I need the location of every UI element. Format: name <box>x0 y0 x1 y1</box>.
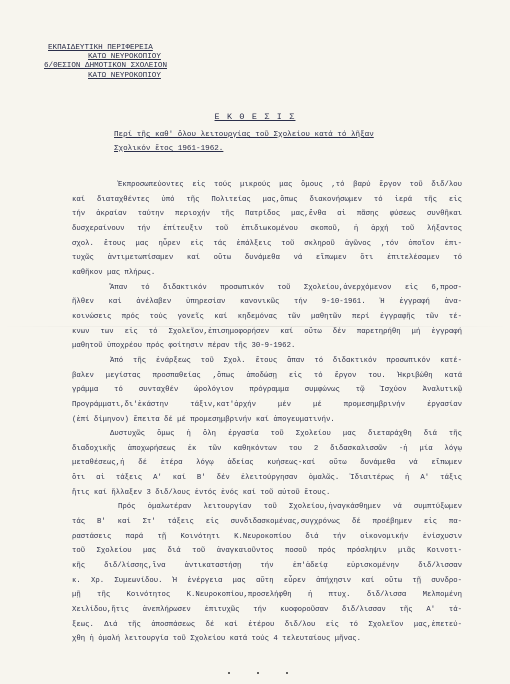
dot <box>257 672 259 674</box>
body-line: μῇ τῆς Κοινότητος Κ.Νευροκοπίου,προσελήφθη ἡ πτυχ. διδ/λισσα Μελπομένη <box>72 591 462 600</box>
body-line: κ. Χρ. Συμεωνίδου. Ἡ ἐνέργεια μας αὕτη εὗρεν ἀπήχησιν καί οὕτω τῇ συνδρο- <box>72 576 462 585</box>
body-line: μαθητοῦ ὑποχρέου πρός φοίτησιν πέραν τῆς 30-9-1962. <box>72 342 296 351</box>
body-line: τυχῶς ἀντιμετωπίσαμεν καί οὕτω δυνάμεθα νά εἴπωμεν ὅτι ἐπιτελέσαμεν τό <box>72 254 462 263</box>
body-line: ξεως. Διά τῆς ἀποσπάσεως δέ καί ἑτέρου διδ/λου εἰς τό Σχολεῖον μας,ἐπετεύ- <box>72 620 462 629</box>
dot <box>286 672 288 674</box>
subject-line-1: Περί τῆς καθ' ὅλου λειτουργίας τοῦ Σχολείου κατά τό λῆξαν <box>114 131 374 139</box>
letterhead-line-1: ΕΚΠΑΙΔΕΥΤΙΚΗ ΠΕΡΙΦΕΡΕΙΑ <box>48 44 153 52</box>
letterhead-line-3: 6/ΘΕΣΙΟΝ ΔΗΜΟΤΙΚΟΝ ΣΧΟΛΕΙΟΝ <box>44 62 168 71</box>
body-line: Δυστυχῶς ὅμως ἡ ὅλη ἐργασία τοῦ Σχολείου μας διεταράχθη διά τῆς <box>110 430 462 439</box>
body-line: κνων των εἰς τό Σχολεῖον,ἐπισημοφορήσεν καί οὕτω δέν παρετηρήθη μή ἐγγραφή <box>72 327 462 336</box>
body-line: κοινώσεις πρός τούς γονεῖς καί κηδεμόνας τῶν μαθητῶν περί ἐγγραφῆς τῶν τέ- <box>72 312 462 321</box>
letterhead-line-2: ΚΑΤΩ ΝΕΥΡΟΚΟΠΙΟΥ <box>88 53 161 62</box>
body-line: Ἅπαν τό διδακτικόν προσωπικόν τοῦ Σχολείου,ἀνερχόμενον εἰς 6,προσ- <box>110 283 462 292</box>
body-line: κῆς διδ/λίσσης,ἵνα ἀντικαταστήσῃ τήν ἐπ'ἀδείᾳ εὑρισκομένην διδ/λισσαν <box>72 562 462 571</box>
body-line: σχολ. ἔτους μας ηὗρεν εἰς τάς ἐπάλξεις τοῦ σκληροῦ ἀγῶνος ,τόν ὁποῖον ἐπι- <box>72 239 462 248</box>
dot <box>228 672 230 674</box>
body-line: διαδοχικῆς ἀποχωρήσεως ἐκ τῶν καθηκόντων του 2 διδασκαλισσῶν -ἡ μία λόγῳ <box>72 444 462 453</box>
letterhead-line-4: ΚΑΤΩ ΝΕΥΡΟΚΟΠΙΟΥ <box>88 71 161 80</box>
body-line: Ἀπό τῆς ἐνάρξεως τοῦ Σχολ. ἔτους ἅπαν τό διδακτικόν προσωπικόν κατέ- <box>110 356 462 365</box>
document-title: Ε Κ Θ Ε Σ Ι Σ <box>214 112 296 122</box>
body-line: βαλεν μεγίστας προσπαθείας ,ὅπως ἀποδώσῃ εἰς τό ἔργον του. Ἠκριβώθη κατά <box>72 371 462 380</box>
body-line: ῆλθεν καί ἀνέλαβεν ὑπηρεσίαν κανονικῶς τήν 9-10-1961. Ἡ ἐγγραφή ἀνα- <box>72 298 462 307</box>
body-line: Χειλίδου,ἥτις ἀνεπλήρωσεν ἐπιτυχῶς τήν κυοφοροῦσαν διδ/λισσαν τῆς Α' τά- <box>72 606 462 615</box>
body-line: ἥτις καί ἤλλαξεν 3 διδ/λους ἐντός ἑνός καί τοῦ αὐτοῦ ἔτους. <box>72 488 331 497</box>
body-line: Προγράμματι,δι'ἑκάστην τάξιν,κατ'ἀρχήν μέν μέ προμεσημβρινήν ἐργασίαν <box>72 400 462 409</box>
body-line: ραστάσεις παρά τῇ Κοινότητι Κ.Νευροκοπίου διά τήν οἰκονομικήν ἐνίσχυσιν <box>72 532 462 541</box>
body-line: ὅτι αἱ τάξεις Α' καί Β' δέν ἐλειτούργησαν ὁμαλῶς. Ἰδιαιτέρως ἡ Α' τάξις <box>72 474 462 483</box>
subject-line-2: Σχολικόν ἔτος 1961-1962. <box>114 145 224 153</box>
body-line: τάς Β' καί Στ' τάξεις εἰς συνδιδασκομένας,συγχρόνως δέ προέβημεν εἰς πα- <box>72 518 462 527</box>
body-line: δυσχεραίνουν τήν ἐπίτευξιν τοῦ ἐπιδιωκομένου σκοποῦ, ἡ ἀρχή τοῦ λήξαντος <box>72 224 462 233</box>
body-line: μεταθέσεως,ἡ δέ ἑτέρα λόγῳ ἀδείας κυήσεως-καί οὕτω δυνάμεθα νά εἴπωμεν <box>72 459 462 468</box>
body-line: καθῆκον μας πλήρως. <box>72 268 156 277</box>
body-line: χθη ἡ ὁμαλή λειτουργία τοῦ Σχολείου κατά τούς 4 τελευταίους μῆνας. <box>72 635 362 644</box>
report-body <box>72 178 462 647</box>
body-line: τοῦ Σχολείου μας διά τοῦ ἀναγκαιοῦντος ποσοῦ πρός πρόσληψιν μιᾶς Κοινοτι- <box>72 547 462 556</box>
body-line: (ἐπί δίμηνον) ἔπειτα δέ μέ προμεσημβρινήν καί ἀπογευματινήν. <box>72 415 335 424</box>
body-line: καί διαταχθέντες ὑπό τῆς Πολιτείας μας,ὅπως διακονήσωμεν τό ἱερά τῆς εἰς <box>72 195 462 204</box>
letterhead <box>44 44 244 81</box>
body-line: Πρός ὁμαλωτέραν λειτουργίαν τοῦ Σχολείου,ἠναγκάσθημεν νά συμπτύξωμεν <box>118 503 462 512</box>
page-end-dots <box>228 672 288 674</box>
body-line: τήν ἀκραίαν ταύτην περιοχήν τῆς Πατρίδος μας,ἔνθα αἱ πᾶσης φύσεως συνθῆκαι <box>72 210 462 219</box>
document-subject <box>114 128 444 156</box>
body-line: γράμμα τό συνταχθέν ὡρολόγιον πρόγραμμα συμφώνως τῷ Ἰσχύον Ἀναλυτικῷ <box>72 386 462 395</box>
body-line: Ἐκπροσωπεύοντες εἰς τούς μικρούς μας ὅμους ,τό βαρύ ἔργον τοῦ διδ/λου <box>118 181 462 189</box>
